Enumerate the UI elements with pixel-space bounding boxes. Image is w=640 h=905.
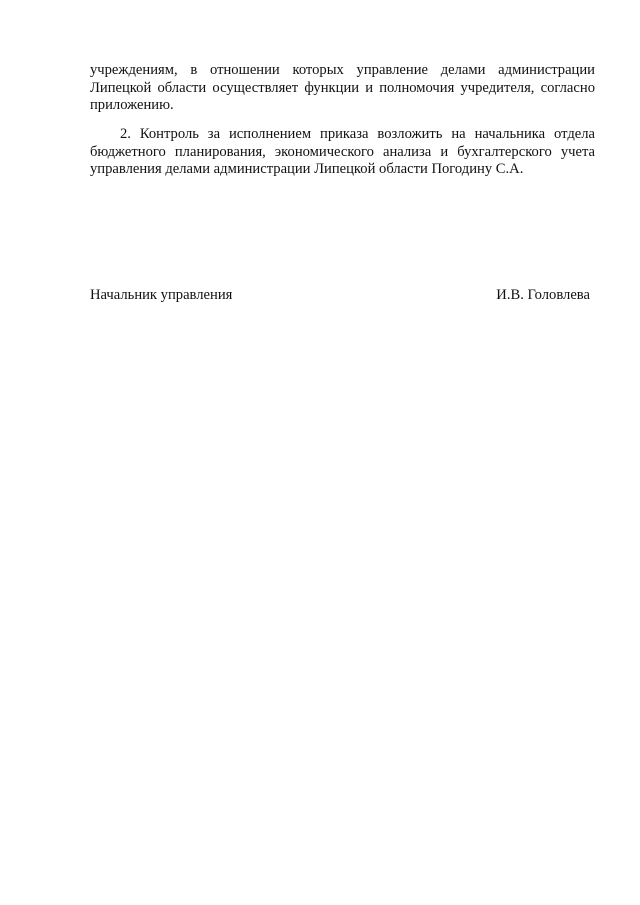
paragraph-control-clause: 2. Контроль за исполнением приказа возложить на начальника отдела бюджетного планирования, экономического анализа и бухгалтерского учета управления делами администрации Липецкой области Погодину С.А. [90,126,595,178]
signatory-position: Начальник управления [90,287,233,303]
signature-block [90,287,590,307]
paragraph-continuation: учреждениям, в отношении которых управление делами администрации Липецкой области осуществляет функции и полномочия учредителя, согласно приложению. [90,62,595,114]
signatory-name: И.В. Головлева [496,287,590,303]
